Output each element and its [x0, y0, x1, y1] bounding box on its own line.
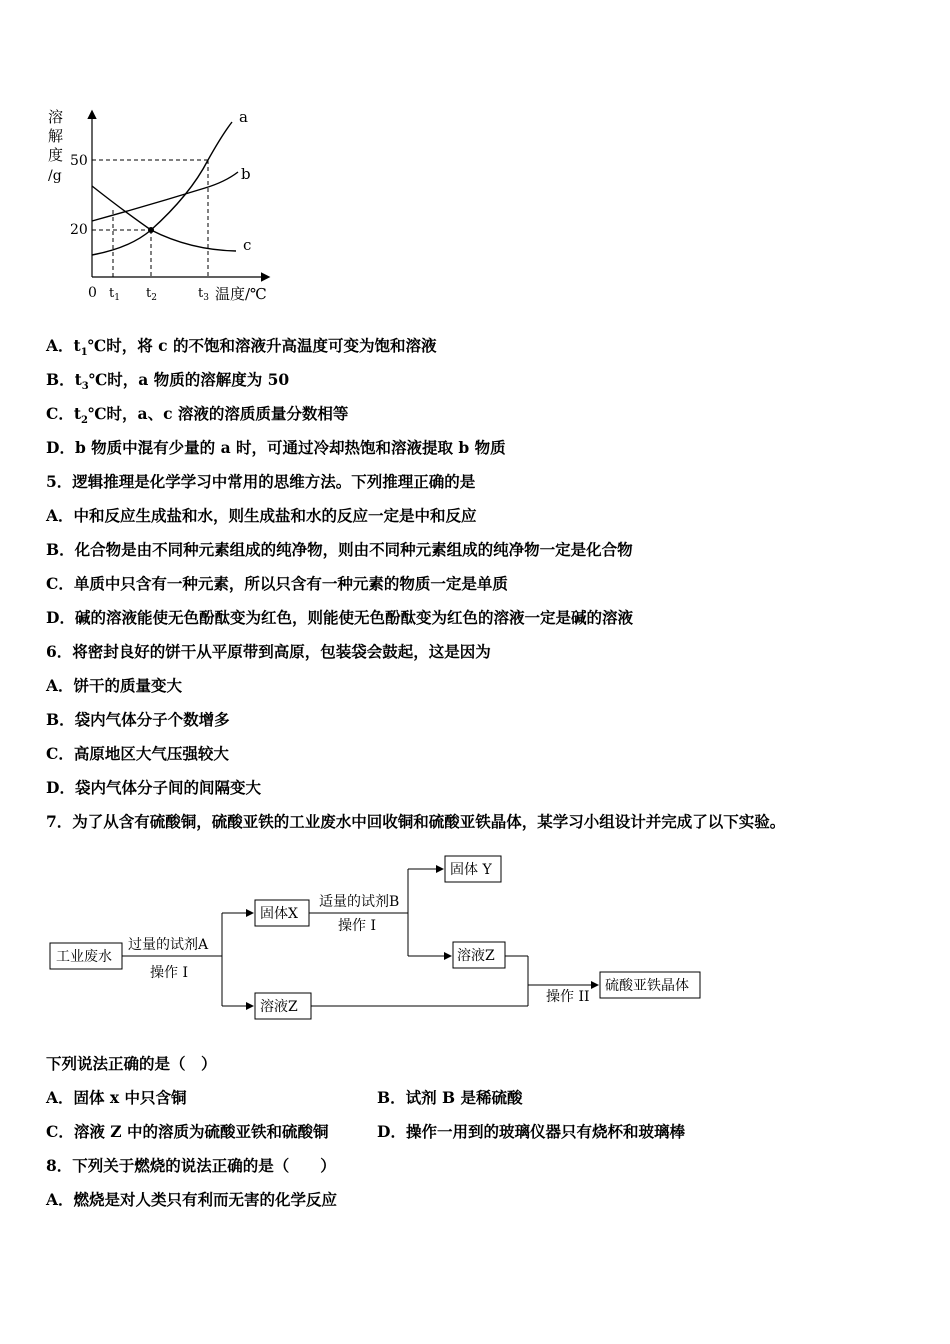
q5-option-c: C．单质中只含有一种元素，所以只含有一种元素的物质一定是单质 [46, 574, 508, 593]
q4-option-c: C．$t_2℃$时，a、c 溶液的溶质质量分数相等 [46, 404, 349, 427]
x-label: 温度/℃ [215, 285, 267, 303]
x-tick-0: 0 [88, 285, 97, 301]
x-tick-t2: $t_2$ [146, 286, 157, 303]
q6-option-a: A．饼干的质量变大 [46, 676, 183, 695]
q7-stem: 7．为了从含有硫酸铜，硫酸亚铁的工业废水中回收铜和硫酸亚铁晶体，某学习小组设计并完成了以下实验。 [46, 812, 786, 831]
q7-prompt: 下列说法正确的是（ ） [46, 1054, 217, 1073]
flow-op2: 操作 II [546, 989, 590, 1005]
q6-option-c: C．高原地区大气压强较大 [46, 744, 229, 763]
y-label-4: /g [48, 168, 62, 184]
q7-flowchart [40, 848, 760, 1038]
q4-option-b: B．$t_3℃$时，a 物质的溶解度为 50 [46, 370, 290, 393]
flow-op1b: 操作 I [338, 918, 376, 934]
flow-op1: 操作 I [150, 965, 188, 981]
q7-option-b: B．试剂 B 是稀硫酸 [377, 1088, 523, 1107]
q6-stem: 6．将密封良好的饼干从平原带到高原，包装袋会鼓起，这是因为 [46, 642, 491, 661]
q7-option-d: D．操作一用到的玻璃仪器只有烧杯和玻璃棒 [377, 1122, 685, 1141]
y-tick-50: 50 [70, 153, 88, 169]
flow-solid-y: 固体 Y [450, 862, 492, 878]
q5-option-b: B．化合物是由不同种元素组成的纯净物，则由不同种元素组成的纯净物一定是化合物 [46, 540, 633, 559]
q8-stem: 8．下列关于燃烧的说法正确的是（ ） [46, 1156, 336, 1175]
solubility-graph [40, 100, 280, 310]
flow-waste: 工业废水 [56, 949, 112, 965]
curve-b [92, 172, 238, 221]
flow-reagent-a: 过量的试剂A [128, 937, 209, 953]
x-tick-t3: $t_3$ [198, 286, 209, 303]
q5-stem: 5．逻辑推理是化学学习中常用的思维方法。下列推理正确的是 [46, 472, 476, 491]
q4-option-d: D．b 物质中混有少量的 a 时，可通过冷却热饱和溶液提取 b 物质 [46, 438, 506, 457]
q5-option-a: A．中和反应生成盐和水，则生成盐和水的反应一定是中和反应 [46, 506, 477, 525]
curve-label-a: a [239, 108, 248, 126]
q6-option-d: D．袋内气体分子间的间隔变大 [46, 778, 261, 797]
y-label-2: 解 [48, 127, 64, 145]
y-tick-20: 20 [70, 222, 88, 238]
q5-option-d: D．碱的溶液能使无色酚酞变为红色，则能使无色酚酞变为红色的溶液一定是碱的溶液 [46, 608, 633, 627]
flow-crystal: 硫酸亚铁晶体 [605, 978, 689, 994]
q6-option-b: B．袋内气体分子个数增多 [46, 710, 230, 729]
x-tick-t1: $t_1$ [109, 286, 120, 303]
intersection-point [148, 227, 154, 233]
curve-label-c: c [243, 236, 252, 254]
q8-option-a: A．燃烧是对人类只有利而无害的化学反应 [46, 1190, 338, 1209]
q7-option-c: C．溶液 Z 中的溶质为硫酸亚铁和硫酸铜 [46, 1122, 329, 1141]
y-label-1: 溶 [48, 108, 64, 126]
flow-solid-x: 固体X [260, 906, 298, 922]
q7-option-a: A．固体 x 中只含铜 [46, 1088, 187, 1107]
y-label-3: 度 [48, 146, 64, 164]
flow-solution-z2: 溶液Z [457, 948, 495, 964]
flow-solution-z1: 溶液Z [260, 999, 298, 1015]
q4-option-a: A．$t_1℃$时，将 c 的不饱和溶液升高温度可变为饱和溶液 [46, 336, 437, 359]
flow-reagent-b: 适量的试剂B [319, 894, 400, 910]
curve-label-b: b [241, 165, 251, 183]
